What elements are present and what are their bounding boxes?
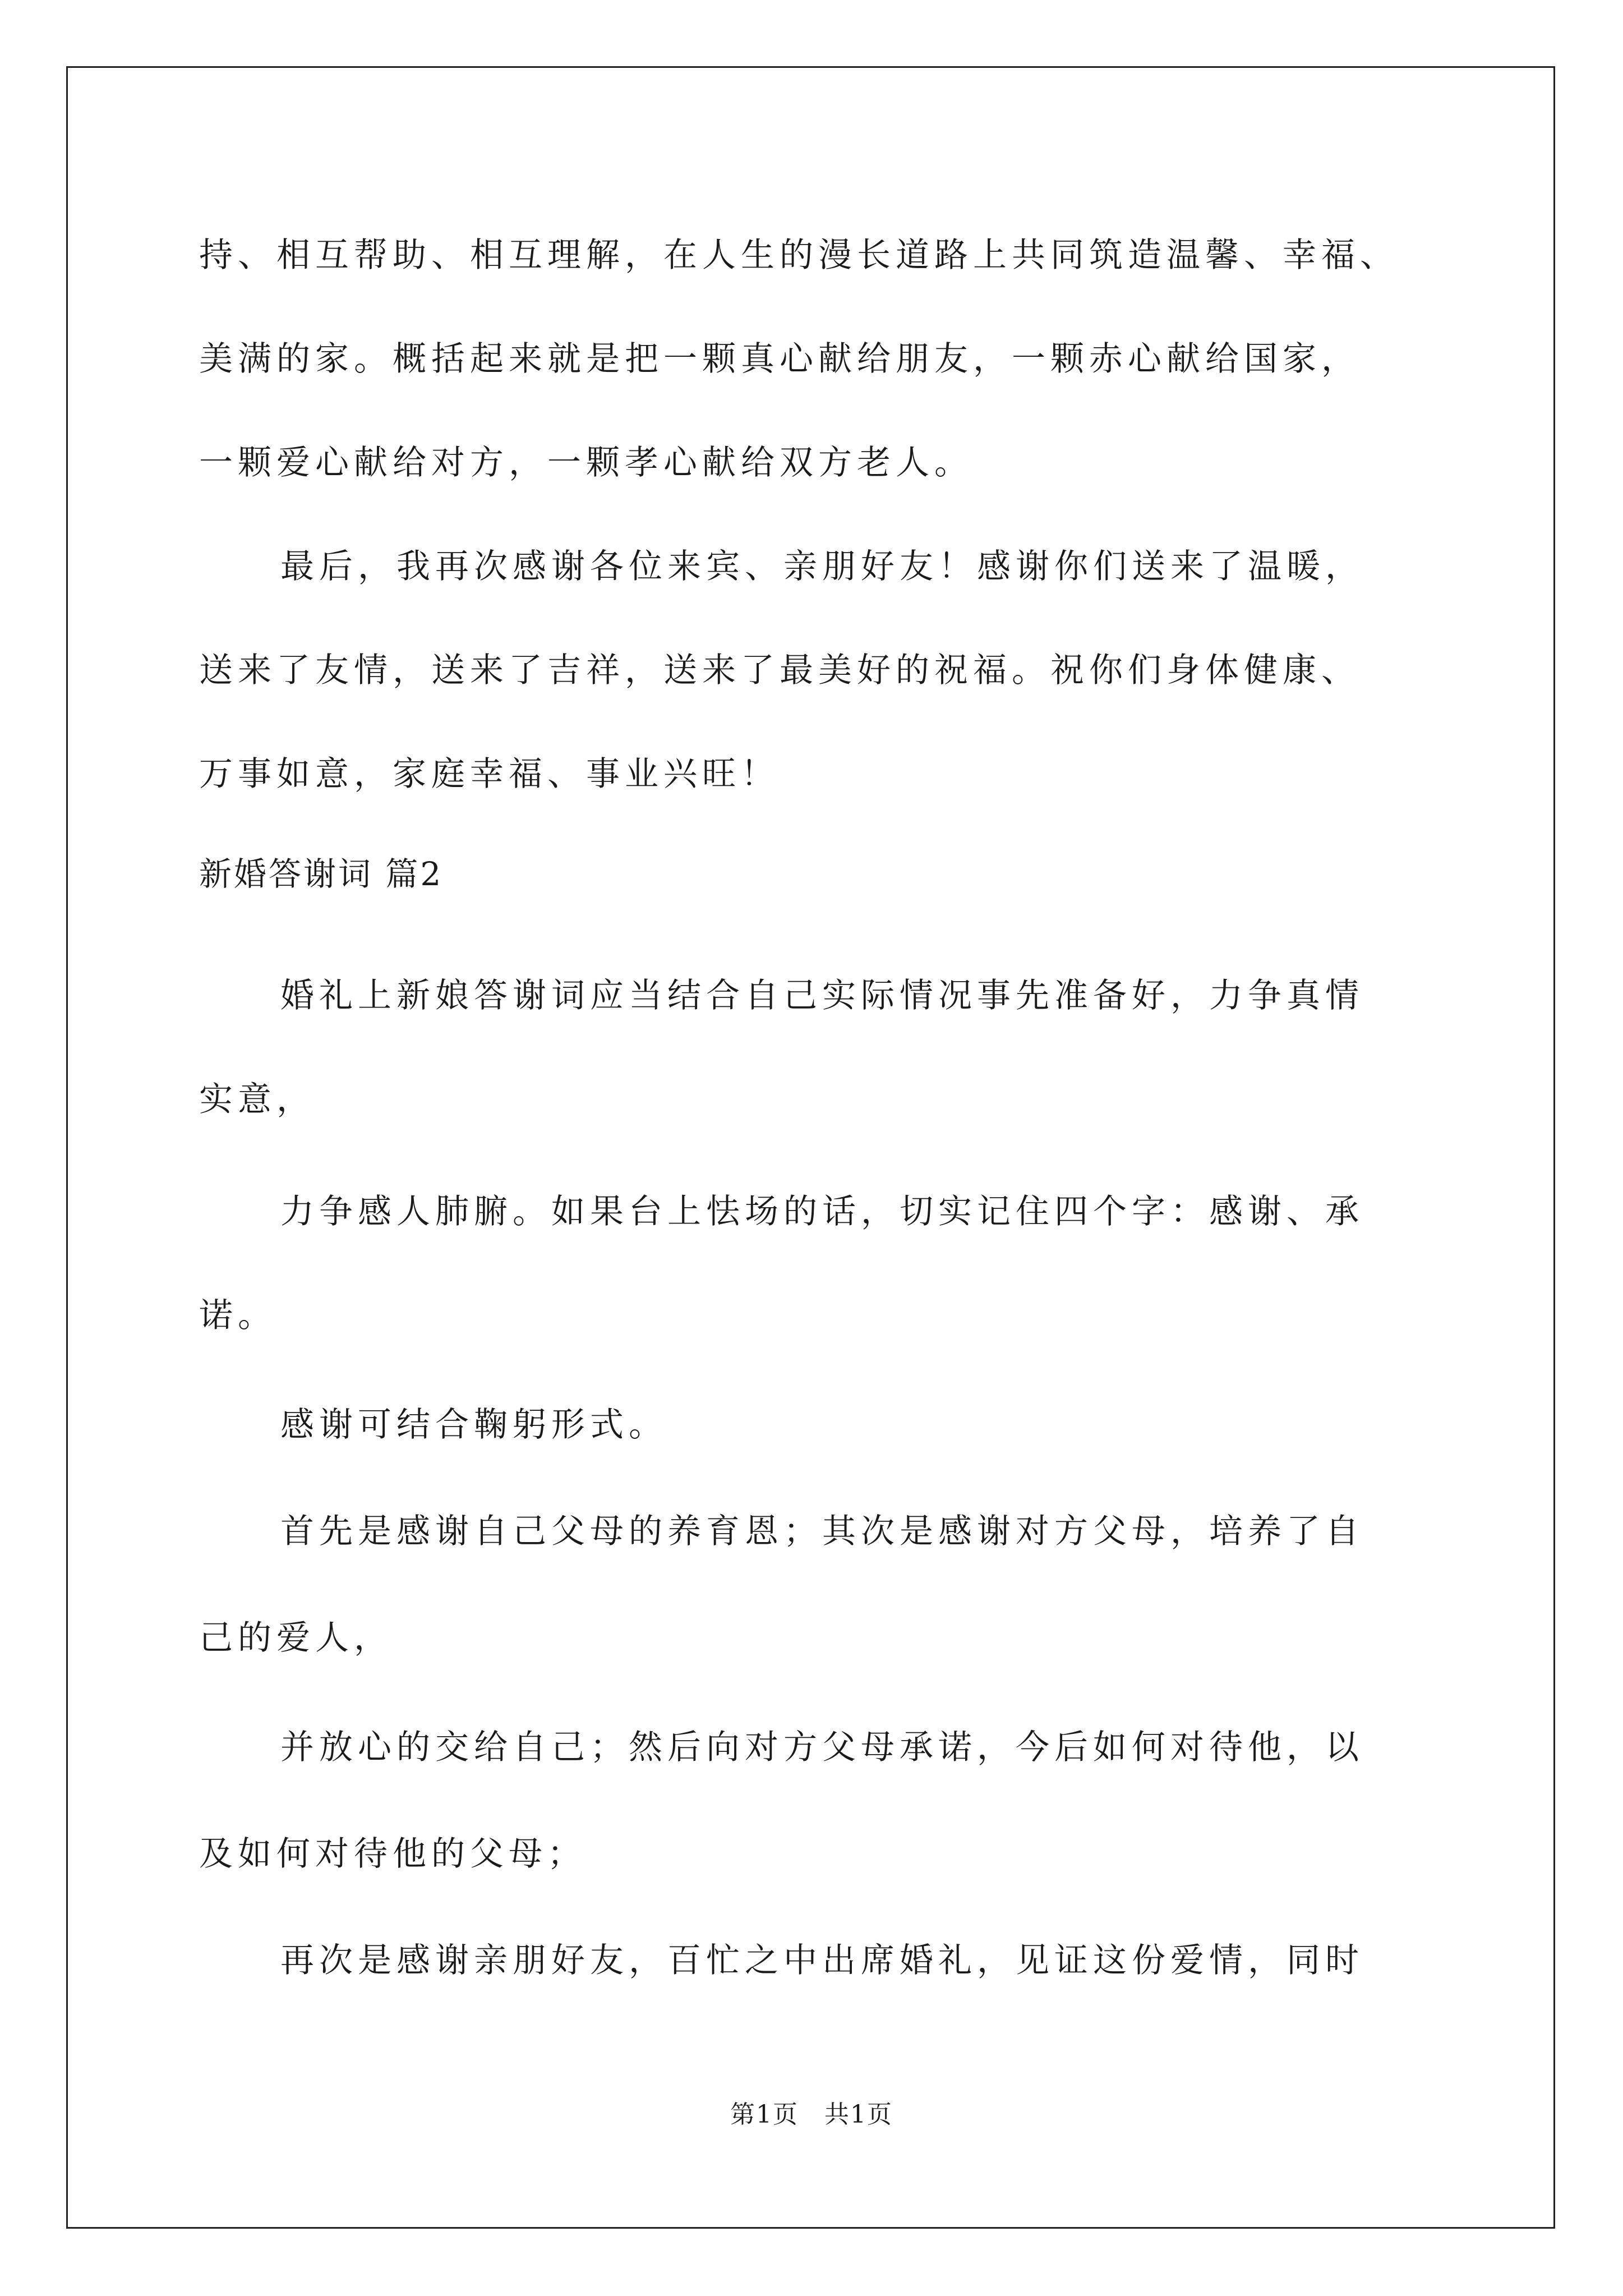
body-line-16: 再次是感谢亲朋好友，百忙之中出席婚礼，见证这份爱情，同时: [280, 1941, 1364, 1980]
body-line-7: 婚礼上新娘答谢词应当结合自己实际情况事先准备好，力争真情: [280, 976, 1364, 1015]
page-footer: 第1页 共1页: [730, 2100, 893, 2129]
section-heading: 新婚答谢词 篇2: [199, 855, 444, 893]
body-line-13: 己的爱人，: [199, 1618, 393, 1658]
body-line-14: 并放心的交给自己；然后向对方父母承诺，今后如何对待他，以: [280, 1728, 1364, 1767]
body-line-9: 力争感人肺腑。如果台上怯场的话，切实记住四个字：感谢、承: [280, 1192, 1364, 1231]
body-line-5: 送来了友情，送来了吉祥，送来了最美好的祝福。祝你们身体健康、: [199, 651, 1360, 690]
body-line-4: 最后，我再次感谢各位来宾、亲朋好友！感谢你们送来了温暖，: [280, 547, 1364, 586]
body-line-12: 首先是感谢自己父母的养育恩；其次是感谢对方父母，培养了自: [280, 1512, 1364, 1551]
body-line-1: 持、相互帮助、相互理解，在人生的漫长道路上共同筑造温馨、幸福、: [199, 236, 1399, 275]
body-line-10: 诺。: [199, 1296, 276, 1335]
body-line-8: 实意，: [199, 1080, 315, 1119]
page-border: [66, 66, 1555, 2229]
body-line-3: 一颗爱心献给对方，一颗孝心献给双方老人。: [199, 443, 973, 482]
body-line-2: 美满的家。概括起来就是把一颗真心献给朋友，一颗赤心献给国家，: [199, 339, 1360, 379]
body-line-15: 及如何对待他的父母；: [199, 1834, 586, 1874]
body-line-11: 感谢可结合鞠躬形式。: [280, 1405, 667, 1444]
body-line-6: 万事如意，家庭幸福、事业兴旺！: [199, 754, 780, 794]
